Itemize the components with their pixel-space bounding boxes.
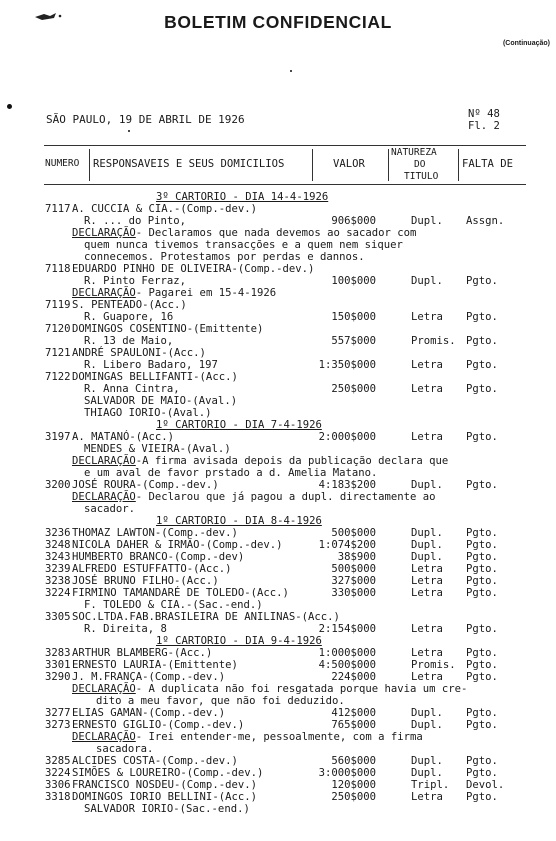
- default-reason: Pgto.: [466, 707, 498, 719]
- table-row: [0, 720, 556, 731]
- column-header-natureza: DO: [414, 159, 426, 170]
- section-title: 1º CARTORIO - DIA 9-4-1926: [156, 635, 322, 647]
- table-row: [0, 348, 556, 359]
- title-value: 500$000: [331, 527, 376, 539]
- entry-number: 3238: [45, 575, 71, 587]
- responsible-name: ERNESTO GIGLIO-(Comp.-dev.): [72, 719, 245, 731]
- table-row: [0, 300, 556, 311]
- entry-number: 3283: [45, 647, 71, 659]
- table-row: [0, 528, 556, 539]
- title-nature: Dupl.: [411, 527, 443, 539]
- entry-number: 7117: [45, 203, 71, 215]
- title-value: 250$000: [331, 383, 376, 395]
- responsible-name: JOSÉ BRUNO FILHO-(Acc.): [72, 575, 219, 587]
- declaration-label: DECLARAÇÃO: [72, 455, 136, 467]
- table-row: [0, 744, 556, 755]
- title-value: 765$000: [331, 719, 376, 731]
- entry-number: 7120: [45, 323, 71, 335]
- entry-number: 7121: [45, 347, 71, 359]
- declaration-row: [0, 456, 556, 467]
- table-row: [0, 240, 556, 251]
- title-value: 150$000: [331, 311, 376, 323]
- declaration-label: DECLARAÇÃO: [72, 287, 136, 299]
- column-divider: [388, 149, 389, 181]
- entry-number: 7118: [45, 263, 71, 275]
- declaration-label: DECLARAÇÃO: [72, 731, 136, 743]
- declaration-body: - Declaramos que nada devemos ao sacador com: [135, 227, 417, 239]
- responsible-name: ARTHUR BLAMBERG-(Acc.): [72, 647, 213, 659]
- title-value: 4:183$200: [318, 479, 376, 491]
- declaration-text: [72, 228, 416, 239]
- table-row: [0, 588, 556, 599]
- responsible-name: EDUARDO PINHO DE OLIVEIRA-(Comp.-dev.): [72, 263, 315, 275]
- declaration-label: DECLARAÇÃO: [72, 491, 136, 503]
- title-value: 1:000$000: [318, 647, 376, 659]
- responsible-name: connecemos. Protestamos por perdas e dannos.: [84, 251, 365, 263]
- declaration-row: [0, 228, 556, 239]
- entry-number: 3285: [45, 755, 71, 767]
- table-row: [0, 756, 556, 767]
- responsible-name: FIRMINO TAMANDARÉ DE TOLEDO-(Acc.): [72, 587, 289, 599]
- title-nature: Letra: [411, 575, 443, 587]
- table-row: [0, 780, 556, 791]
- responsible-name: THIAGO IORIO-(Aval.): [84, 407, 212, 419]
- default-reason: Pgto.: [466, 479, 498, 491]
- entry-number: 7119: [45, 299, 71, 311]
- continuation-note: (Continuação): [502, 40, 550, 47]
- title-value: 120$000: [331, 779, 376, 791]
- table-row: [0, 504, 556, 515]
- default-reason: Pgto.: [466, 335, 498, 347]
- title-value: 560$000: [331, 755, 376, 767]
- title-nature: Letra: [411, 671, 443, 683]
- responsible-name: DOMINGOS COSENTINO-(Emittente): [72, 323, 264, 335]
- default-reason: Pgto.: [466, 719, 498, 731]
- table-row: [0, 396, 556, 407]
- header-bottom-rule: [44, 184, 526, 185]
- responsible-name: R. Guapore, 16: [84, 311, 174, 323]
- default-reason: Pgto.: [466, 539, 498, 551]
- default-reason: Pgto.: [466, 527, 498, 539]
- declaration-text: [72, 288, 276, 299]
- default-reason: Pgto.: [466, 755, 498, 767]
- column-header-natureza: NATUREZA: [391, 147, 437, 158]
- title-value: 1:074$200: [318, 539, 376, 551]
- entry-number: 7122: [45, 371, 71, 383]
- title-nature: Promis.: [411, 335, 456, 347]
- default-reason: Assgn.: [466, 215, 505, 227]
- column-divider: [458, 149, 459, 181]
- declaration-row: [0, 288, 556, 299]
- default-reason: Pgto.: [466, 791, 498, 803]
- responsible-name: SALVADOR DE MAIO-(Aval.): [84, 395, 238, 407]
- declaration-label: DECLARAÇÃO: [72, 227, 136, 239]
- responsible-name: DOMINGAS BELLIFANTI-(Acc.): [72, 371, 238, 383]
- responsible-name: R. 13 de Maio,: [84, 335, 174, 347]
- default-reason: Pgto.: [466, 671, 498, 683]
- declaration-body: - A duplicata não foi resgatada porque havia um cre-: [135, 683, 468, 695]
- responsible-name: R. Pinto Ferraz,: [84, 275, 187, 287]
- entry-number: 3200: [45, 479, 71, 491]
- entry-number: 3224: [45, 587, 71, 599]
- margin-dot: [128, 130, 130, 132]
- table-row: [0, 480, 556, 491]
- column-header-falta: FALTA DE: [462, 158, 514, 170]
- title-value: 250$000: [331, 791, 376, 803]
- table-row: [0, 672, 556, 683]
- responsible-name: ANDRÉ SPAULONI-(Acc.): [72, 347, 206, 359]
- declaration-row: [0, 732, 556, 743]
- entry-number: 3236: [45, 527, 71, 539]
- default-reason: Pgto.: [466, 563, 498, 575]
- table-row: [0, 276, 556, 287]
- responsible-name: sacador.: [84, 503, 136, 515]
- responsible-name: DOMINGOS IORIO BELLINI-(Acc.): [72, 791, 257, 803]
- responsible-name: MENDES & VIEIRA-(Aval.): [84, 443, 231, 455]
- title-value: 557$000: [331, 335, 376, 347]
- declaration-body: -A firma avisada depois da publicação declara que: [135, 455, 449, 467]
- responsible-name: dito a meu favor, que não foi deduzido.: [96, 695, 345, 707]
- table-row: [0, 696, 556, 707]
- default-reason: Pgto.: [466, 575, 498, 587]
- table-row: [0, 708, 556, 719]
- title-nature: Letra: [411, 563, 443, 575]
- column-header-numero: NUMERO: [45, 158, 80, 169]
- table-row: [0, 444, 556, 455]
- title-nature: Letra: [411, 623, 443, 635]
- section-heading-row: [0, 420, 556, 431]
- title-value: 500$000: [331, 563, 376, 575]
- table-row: [0, 432, 556, 443]
- table-row: [0, 768, 556, 779]
- title-nature: Letra: [411, 383, 443, 395]
- title-nature: Dupl.: [411, 707, 443, 719]
- responsible-name: J. M.FRANÇA-(Comp.-dev.): [72, 671, 226, 683]
- title-value: 4:500$000: [318, 659, 376, 671]
- section-heading-row: [0, 192, 556, 203]
- declaration-row: [0, 492, 556, 503]
- table-row: [0, 804, 556, 815]
- table-row: [0, 336, 556, 347]
- title-nature: Letra: [411, 431, 443, 443]
- table-row: [0, 612, 556, 623]
- responsible-name: R. Libero Badaro, 197: [84, 359, 218, 371]
- declaration-label: DECLARAÇÃO: [72, 683, 136, 695]
- responsible-name: R. Anna Cintra,: [84, 383, 180, 395]
- title-value: 412$000: [331, 707, 376, 719]
- table-row: [0, 624, 556, 635]
- table-row: [0, 360, 556, 371]
- responsible-name: SOC.LTDA.FAB.BRASILEIRA DE ANILINAS-(Acc.): [72, 611, 340, 623]
- title-nature: Letra: [411, 311, 443, 323]
- entry-number: 3243: [45, 551, 71, 563]
- table-row: [0, 312, 556, 323]
- title-value: 224$000: [331, 671, 376, 683]
- title-nature: Letra: [411, 791, 443, 803]
- entry-number: 3305: [45, 611, 71, 623]
- margin-dot: [290, 70, 292, 72]
- default-reason: Pgto.: [466, 659, 498, 671]
- entry-number: 3290: [45, 671, 71, 683]
- entry-number: 3239: [45, 563, 71, 575]
- title-value: 100$000: [331, 275, 376, 287]
- responsible-name: e um aval de favor prstado a d. Amelia Matano.: [84, 467, 378, 479]
- table-row: [0, 264, 556, 275]
- table-row: [0, 408, 556, 419]
- entry-number: 3248: [45, 539, 71, 551]
- responsible-name: A. MATANÓ-(Acc.): [72, 431, 175, 443]
- column-header-responsaveis: RESPONSAVEIS E SEUS DOMICILIOS: [93, 158, 285, 170]
- default-reason: Pgto.: [466, 623, 498, 635]
- default-reason: Pgto.: [466, 311, 498, 323]
- title-nature: Letra: [411, 359, 443, 371]
- bulletin-number: Nº 48: [468, 108, 500, 120]
- section-title: 1º CARTORIO - DIA 8-4-1926: [156, 515, 322, 527]
- declaration-text: [72, 684, 467, 695]
- responsible-name: ALCIDES COSTA-(Comp.-dev.): [72, 755, 238, 767]
- responsible-name: JOSÉ ROURA-(Comp.-dev.): [72, 479, 219, 491]
- declaration-text: [72, 456, 448, 467]
- entry-number: 3197: [45, 431, 71, 443]
- table-row: [0, 204, 556, 215]
- declaration-body: - Irei entender-me, pessoalmente, com a firma: [135, 731, 423, 743]
- table-row: [0, 324, 556, 335]
- table-row: [0, 468, 556, 479]
- responsible-name: FRANCISCO NOSDEU-(Comp.-dev.): [72, 779, 257, 791]
- column-header-valor: VALOR: [333, 158, 365, 170]
- table-row: [0, 252, 556, 263]
- section-title: 3º CARTORIO - DIA 14-4-1926: [156, 191, 329, 203]
- title-nature: Dupl.: [411, 719, 443, 731]
- declaration-body: - Declarou que já pagou a dupl. directamente ao: [135, 491, 436, 503]
- title-value: 330$000: [331, 587, 376, 599]
- table-row: [0, 564, 556, 575]
- title-nature: Dupl.: [411, 551, 443, 563]
- responsible-name: HUMBERTO BRANCO-(Comp.-dev): [72, 551, 245, 563]
- responsible-name: sacadora.: [96, 743, 154, 755]
- title-nature: Letra: [411, 647, 443, 659]
- column-divider: [312, 149, 313, 181]
- header-top-rule: [44, 145, 526, 146]
- declaration-body: - Pagarei em 15-4-1926: [135, 287, 277, 299]
- table-row: [0, 372, 556, 383]
- table-row: [0, 576, 556, 587]
- default-reason: Pgto.: [466, 551, 498, 563]
- responsible-name: R. Direita, 8: [84, 623, 167, 635]
- responsible-name: R. ... do Pinto,: [84, 215, 187, 227]
- title-value: 906$000: [331, 215, 376, 227]
- responsible-name: F. TOLEDO & CIA.-(Sac.-end.): [84, 599, 263, 611]
- responsible-name: ALFREDO ESTUFFATTO-(Acc.): [72, 563, 232, 575]
- default-reason: Pgto.: [466, 767, 498, 779]
- column-divider: [89, 149, 90, 181]
- responsible-name: ERNESTO LAURIA-(Emittente): [72, 659, 238, 671]
- default-reason: Pgto.: [466, 587, 498, 599]
- title-value: 3:000$000: [318, 767, 376, 779]
- section-heading-row: [0, 516, 556, 527]
- responsible-name: quem nunca tivemos transacções e a quem nem siquer: [84, 239, 403, 251]
- title-nature: Dupl.: [411, 539, 443, 551]
- title-value: 327$000: [331, 575, 376, 587]
- sheet-number: Fl. 2: [468, 120, 500, 132]
- table-row: [0, 540, 556, 551]
- entry-number: 3224: [45, 767, 71, 779]
- column-header-natureza: TITULO: [404, 171, 439, 182]
- table-row: [0, 552, 556, 563]
- default-reason: Pgto.: [466, 647, 498, 659]
- title-value: 38$900: [337, 551, 376, 563]
- declaration-text: [72, 732, 423, 743]
- responsible-name: S. PENTEADO-(Acc.): [72, 299, 187, 311]
- title-nature: Dupl.: [411, 275, 443, 287]
- title-value: 2:154$000: [318, 623, 376, 635]
- entry-number: 3277: [45, 707, 71, 719]
- title-value: 1:350$000: [318, 359, 376, 371]
- responsible-name: THOMAZ LAWTON-(Comp.-dev.): [72, 527, 238, 539]
- margin-dot: [7, 104, 12, 109]
- entry-number: 3306: [45, 779, 71, 791]
- entry-number: 3301: [45, 659, 71, 671]
- declaration-text: [72, 492, 436, 503]
- table-row: [0, 216, 556, 227]
- responsible-name: NICOLA DAHER & IRMÃO-(Comp.-dev.): [72, 539, 283, 551]
- title-nature: Tripl.: [411, 779, 450, 791]
- default-reason: Pgto.: [466, 431, 498, 443]
- section-title: 1º CARTORIO - DIA 7-4-1926: [156, 419, 322, 431]
- default-reason: Pgto.: [466, 275, 498, 287]
- default-reason: Devol.: [466, 779, 505, 791]
- document-title: BOLETIM CONFIDENCIAL: [164, 12, 392, 32]
- default-reason: Pgto.: [466, 383, 498, 395]
- title-nature: Dupl.: [411, 215, 443, 227]
- section-heading-row: [0, 636, 556, 647]
- entry-number: 3273: [45, 719, 71, 731]
- title-nature: Promis.: [411, 659, 456, 671]
- title-value: 2:000$000: [318, 431, 376, 443]
- table-row: [0, 648, 556, 659]
- responsible-name: A. CUCCIA & CIA.-(Comp.-dev.): [72, 203, 257, 215]
- table-row: [0, 600, 556, 611]
- table-row: [0, 384, 556, 395]
- responsible-name: SALVADOR IORIO-(Sac.-end.): [84, 803, 250, 815]
- title-nature: Letra: [411, 587, 443, 599]
- entry-number: 3318: [45, 791, 71, 803]
- default-reason: Pgto.: [466, 359, 498, 371]
- title-nature: Dupl.: [411, 755, 443, 767]
- responsible-name: SIMÕES & LOUREIRO-(Comp.-dev.): [72, 767, 264, 779]
- table-row: [0, 660, 556, 671]
- title-nature: Dupl.: [411, 767, 443, 779]
- table-row: [0, 792, 556, 803]
- title-nature: Dupl.: [411, 479, 443, 491]
- declaration-row: [0, 684, 556, 695]
- place-and-date: SÃO PAULO, 19 DE ABRIL DE 1926: [46, 113, 245, 126]
- responsible-name: ELIAS GAMAN-(Comp.-dev.): [72, 707, 226, 719]
